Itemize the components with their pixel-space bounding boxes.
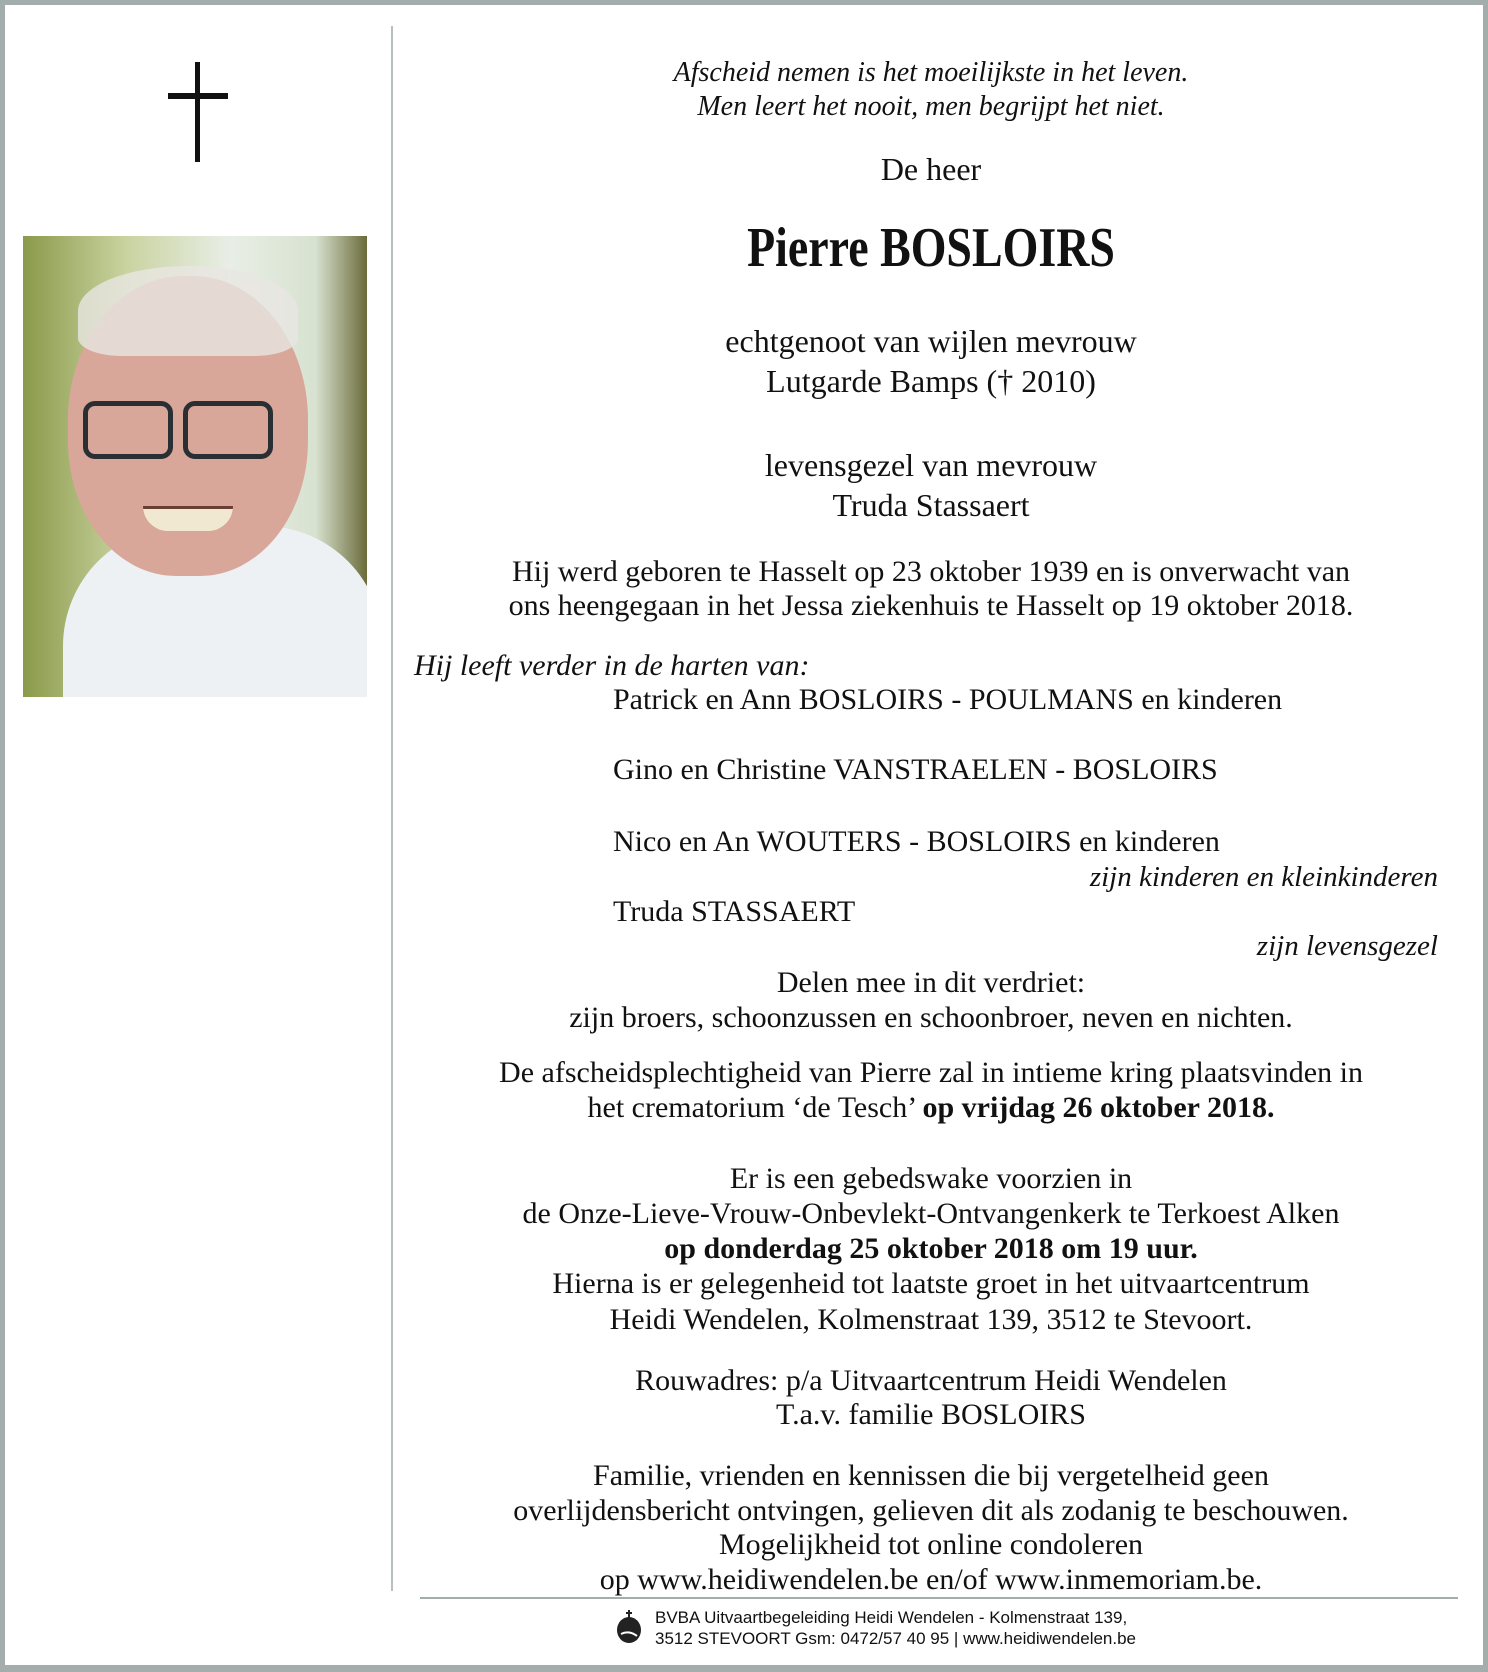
deceased-name: Pierre BOSLOIRS: [747, 217, 1115, 279]
footer-divider: [420, 1597, 1458, 1599]
wake-line: Hierna is er gelegenheid tot laatste groet in het uitvaartcentrum: [552, 1267, 1310, 1300]
footer-line: 3512 STEVOORT Gsm: 0472/57 40 95 | www.heidiwendelen.be: [655, 1629, 1137, 1648]
survivors-intro: Hij leeft verder in de harten van:: [414, 649, 810, 682]
honorific: De heer: [880, 151, 982, 187]
survivor: Patrick en Ann BOSLOIRS - POULMANS en kinderen: [613, 683, 1283, 716]
ceremony-place: het crematorium ‘de Tesch’: [587, 1091, 923, 1124]
ceremony-line: [411, 1090, 1451, 1126]
cross-icon-bar: [168, 93, 228, 99]
birth-line: ons heengegaan in het Jessa ziekenhuis te Hasselt op 19 oktober 2018.: [508, 589, 1354, 622]
footer-line: BVBA Uitvaartbegeleiding Heidi Wendelen - Kolmenstraat 139,: [655, 1608, 1128, 1627]
relation-label: zijn levensgezel: [1256, 930, 1438, 962]
birth-line: Hij werd geboren te Hasselt op 23 oktober 1939 en is onverwacht van: [511, 555, 1351, 588]
partner-line: levensgezel van mevrouw: [764, 447, 1098, 483]
sharing-line: zijn broers, schoonzussen en schoonbroer, neven en nichten.: [569, 1001, 1293, 1034]
closing-line: Familie, vrienden en kennissen die bij vergetelheid geen: [593, 1459, 1269, 1492]
obituary-page: [5, 5, 1483, 1665]
wake-date: op donderdag 25 oktober 2018 om 19 uur.: [664, 1232, 1198, 1265]
wake-line: de Onze-Lieve-Vrouw-Onbevlekt-Ontvangenkerk te Terkoest Alken: [522, 1197, 1340, 1230]
survivor: Nico en An WOUTERS - BOSLOIRS en kinderen: [613, 825, 1220, 858]
wake-line: Er is een gebedswake voorzien in: [729, 1162, 1133, 1195]
spouse-line: Lutgarde Bamps († 2010): [766, 363, 1096, 399]
quote-line: Afscheid nemen is het moeilijkste in het leven.: [673, 57, 1189, 88]
relation-label: zijn kinderen en kleinkinderen: [1089, 861, 1438, 893]
closing-line: op www.heidiwendelen.be en/of www.inmemoriam.be.: [599, 1563, 1263, 1596]
quote-line: Men leert het nooit, men begrijpt het niet.: [697, 91, 1165, 122]
address-line: T.a.v. familie BOSLOIRS: [776, 1398, 1086, 1431]
survivor: Gino en Christine VANSTRAELEN - BOSLOIRS: [613, 753, 1218, 786]
cross-icon: [195, 62, 200, 162]
wake-line: Heidi Wendelen, Kolmenstraat 139, 3512 te Stevoort.: [609, 1303, 1253, 1336]
partner-line: Truda Stassaert: [832, 487, 1030, 523]
survivor: Truda STASSAERT: [613, 895, 856, 928]
portrait-photo: [23, 236, 367, 697]
closing-line: overlijdensbericht ontvingen, gelieven dit als zodanig te beschouwen.: [513, 1494, 1349, 1527]
ceremony-date: op vrijdag 26 oktober 2018.: [922, 1091, 1275, 1124]
vertical-divider: [391, 26, 393, 1591]
ceremony-line: De afscheidsplechtigheid van Pierre zal in intieme kring plaatsvinden in: [499, 1056, 1363, 1089]
spouse-line: echtgenoot van wijlen mevrouw: [725, 323, 1137, 359]
closing-line: Mogelijkheid tot online condoleren: [718, 1528, 1144, 1561]
funeral-home-logo-icon: [615, 1608, 643, 1644]
sharing-line: Delen mee in dit verdriet:: [776, 966, 1086, 999]
address-line: Rouwadres: p/a Uitvaartcentrum Heidi Wendelen: [635, 1364, 1227, 1397]
